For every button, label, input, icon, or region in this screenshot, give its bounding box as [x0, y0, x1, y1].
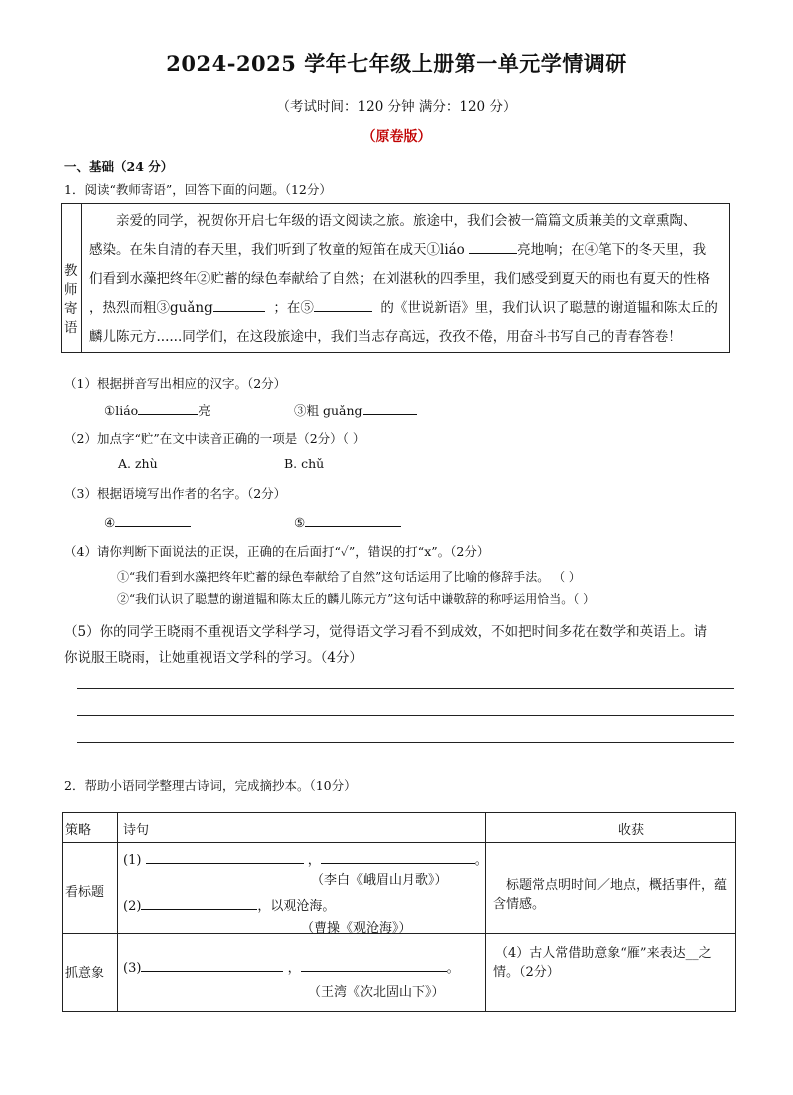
answer-line[interactable] [77, 742, 734, 743]
answer-blank[interactable] [138, 400, 198, 415]
sub3-answer-a: ④ [104, 512, 191, 530]
edition-label: （原卷版） [361, 129, 432, 145]
answer-blank[interactable] [363, 400, 417, 415]
question-1-prompt: 1．阅读“教师寄语”，回答下面的问题。（12分） [64, 182, 332, 197]
header-harvest: 收获 [618, 823, 645, 838]
poem-source-1: （李白《峨眉山月歌》） [311, 873, 448, 888]
answer-blank[interactable] [213, 297, 265, 312]
strategy-imagery: 抓意象 [65, 966, 105, 981]
answer-blank[interactable] [146, 849, 304, 864]
poem-line-2: (2) ，以观沧海。 [123, 895, 335, 914]
harvest-imagery: （4）古人常借助意象“雁”来表达__之情。（2分） [493, 946, 712, 980]
teacher-message-box [61, 203, 730, 353]
answer-blank[interactable] [314, 297, 372, 312]
strategy-title: 看标题 [65, 885, 105, 900]
passage-line: 们看到水藻把终年②贮蓄的绿色奉献给了自然；在刘湛秋的四季里，我们感受到夏天的雨也有夏天的性格 [89, 271, 710, 287]
sub4-prompt: （4）请你判断下面说法的正误，正确的在后面打“✓”，错误的打“x”。（2分） [64, 544, 490, 559]
teacher-message-label-cell [62, 204, 82, 352]
option-b[interactable]: B. chǔ [284, 456, 325, 471]
answer-blank[interactable] [141, 957, 283, 972]
poem-line-1: (1) ， 。 [123, 849, 488, 868]
sub5-prompt-line-2: 你说服王晓雨，让她重视语文学科的学习。（4分） [64, 650, 363, 666]
passage-line: 亲爱的同学，祝贺你开启七年级的语文阅读之旅。旅途中，我们会被一篇篇文质兼美的文章熏陶、 [116, 213, 697, 229]
harvest-title: 标题常点明时间／地点，概括事件，蕴含情感。 [493, 878, 728, 912]
answer-line[interactable] [77, 715, 734, 716]
sub1-answer-a: ①liáo 亮 [104, 400, 211, 419]
teacher-message-label: 教师寄语 [64, 263, 78, 336]
poetry-table [62, 812, 736, 1012]
answer-line[interactable] [77, 688, 734, 689]
sub4-item-2: ②“我们认识了聪慧的谢道韫和陈太丘的麟儿陈元方”这句话中谦敬辞的称呼运用恰当。（ ） [117, 592, 596, 606]
table-divider [63, 842, 735, 843]
exam-info: （考试时间：120 分钟 满分：120 分） [276, 99, 517, 115]
sub3-prompt: （3）根据语境写出作者的名字。（2分） [64, 486, 287, 501]
page-title: 2024-2025 学年七年级上册第一单元学情调研 [166, 51, 627, 76]
sub1-answer-b: ③粗 guǎng [294, 400, 417, 419]
sub2-prompt: （2）加点字“贮”在文中读音正确的一项是（2分）（ ） [64, 431, 366, 446]
sub4-item-1: ①“我们看到水藻把终年贮蓄的绿色奉献给了自然”这句话运用了比喻的修辞手法。 （ ） [117, 570, 581, 584]
section-heading: 一、基础（24 分） [64, 159, 174, 174]
sub3-answer-b: ⑤ [294, 512, 401, 530]
answer-blank[interactable] [469, 239, 517, 254]
answer-blank[interactable] [321, 849, 475, 864]
poem-line-3: (3) ， 。 [123, 957, 460, 976]
poem-source-3: （王湾《次北固山下》） [308, 985, 445, 1000]
question-2-prompt: 2．帮助小语同学整理古诗词，完成摘抄本。（10分） [64, 778, 357, 793]
passage-line: 感染。在朱自清的春天里，我们听到了牧童的短笛在成天①liáo 亮地响；在④笔下的冬天里，我 [89, 236, 729, 265]
header-poem: 诗句 [123, 823, 150, 838]
passage-line: ，热烈而粗③guǎng ；在⑤ 的《世说新语》里，我们认识了聪慧的谢道韫和陈太丘的 [89, 294, 729, 323]
sub5-prompt-line-1: （5）你的同学王晓雨不重视语文学科学习，觉得语文学习看不到成效，不如把时间多花在数学和英语上。请 [64, 624, 708, 640]
answer-blank[interactable] [115, 512, 191, 527]
option-a[interactable]: A. zhù [118, 456, 158, 471]
teacher-message-passage [89, 207, 729, 352]
header-strategy: 策略 [65, 823, 92, 838]
passage-line: 麟儿陈元方......同学们，在这段旅途中，我们当志存高远，孜孜不倦，用奋斗书写自己的青春答卷！ [89, 329, 682, 345]
sub1-prompt: （1）根据拼音写出相应的汉字。（2分） [64, 376, 287, 391]
answer-blank[interactable] [301, 957, 447, 972]
poem-source-2: （曹操《观沧海》） [301, 921, 412, 936]
answer-blank[interactable] [305, 512, 401, 527]
answer-blank[interactable] [141, 895, 257, 910]
